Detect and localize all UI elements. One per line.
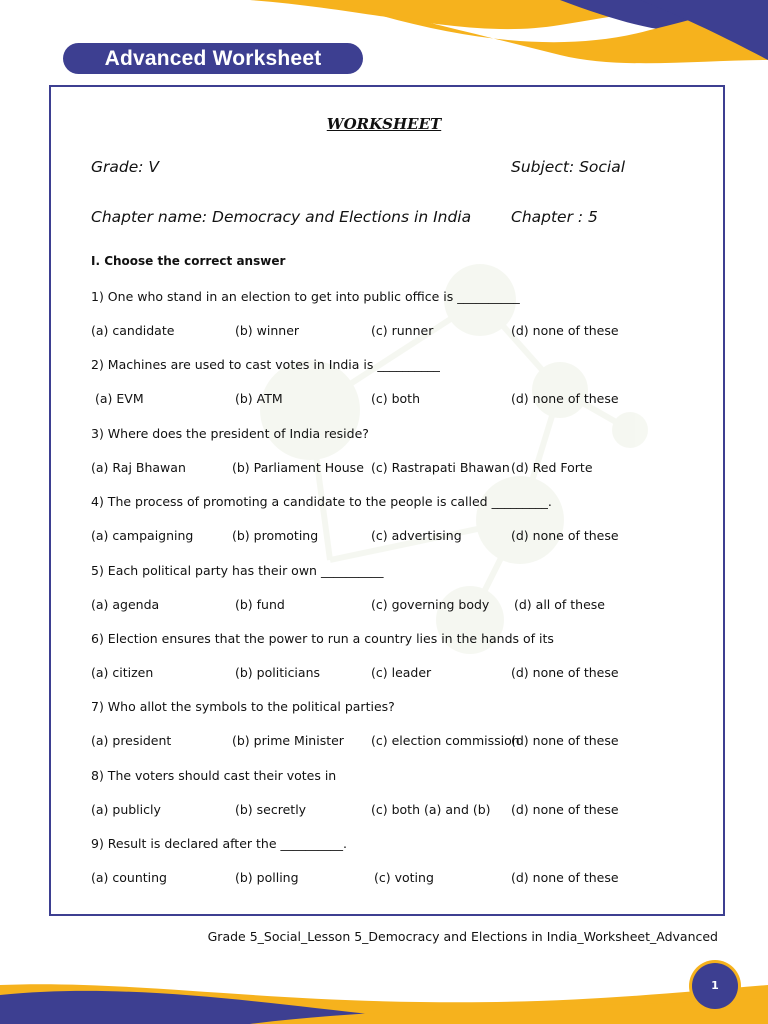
question-8: 8) The voters should cast their votes in bbox=[91, 768, 337, 783]
question-7: 7) Who allot the symbols to the political parties? bbox=[91, 699, 395, 714]
question-5-option-c: (c) governing body bbox=[371, 597, 490, 612]
question-2: 2) Machines are used to cast votes in India is __________ bbox=[91, 357, 440, 372]
question-7-option-c: (c) election commission bbox=[371, 733, 520, 748]
question-5-option-a: (a) agenda bbox=[91, 597, 160, 612]
question-8-option-c: (c) both (a) and (b) bbox=[371, 802, 491, 817]
subject-label: Subject: Social bbox=[511, 158, 626, 176]
question-4: 4) The process of promoting a candidate to the people is called _________. bbox=[91, 494, 552, 509]
page-number-badge: 1 bbox=[692, 963, 738, 1009]
question-1-option-a: (a) candidate bbox=[91, 323, 175, 338]
question-1-option-d: (d) none of these bbox=[511, 323, 619, 338]
question-9-option-b: (b) polling bbox=[235, 870, 299, 885]
question-1-option-c: (c) runner bbox=[371, 323, 434, 338]
question-4-option-c: (c) advertising bbox=[371, 528, 462, 543]
question-6-option-c: (c) leader bbox=[371, 665, 432, 680]
question-1: 1) One who stand in an election to get into public office is __________ bbox=[91, 289, 520, 304]
question-7-option-d: (d) none of these bbox=[511, 733, 619, 748]
question-7-option-b: (b) prime Minister bbox=[232, 733, 344, 748]
question-6: 6) Election ensures that the power to run a country lies in the hands of its bbox=[91, 631, 554, 646]
question-4-option-d: (d) none of these bbox=[511, 528, 619, 543]
question-9-option-a: (a) counting bbox=[91, 870, 167, 885]
question-2-option-a: (a) EVM bbox=[95, 391, 144, 406]
question-8-option-a: (a) publicly bbox=[91, 802, 161, 817]
grade-label: Grade: V bbox=[91, 158, 160, 176]
question-7-option-a: (a) president bbox=[91, 733, 172, 748]
question-9-option-d: (d) none of these bbox=[511, 870, 619, 885]
question-3-option-a: (a) Raj Bhawan bbox=[91, 460, 186, 475]
question-6-option-b: (b) politicians bbox=[235, 665, 321, 680]
question-5-option-b: (b) fund bbox=[235, 597, 285, 612]
question-2-option-c: (c) both bbox=[371, 391, 421, 406]
question-9: 9) Result is declared after the __________. bbox=[91, 836, 347, 851]
question-3: 3) Where does the president of India reside? bbox=[91, 426, 369, 441]
footer-text: Grade 5_Social_Lesson 5_Democracy and Elections in India_Worksheet_Advanced bbox=[207, 929, 718, 944]
question-2-option-d: (d) none of these bbox=[511, 391, 619, 406]
question-8-option-d: (d) none of these bbox=[511, 802, 619, 817]
worksheet-title: WORKSHEET bbox=[326, 115, 442, 133]
question-3-option-c: (c) Rastrapati Bhawan bbox=[371, 460, 510, 475]
question-4-option-a: (a) campaigning bbox=[91, 528, 194, 543]
question-1-option-b: (b) winner bbox=[235, 323, 300, 338]
question-6-option-d: (d) none of these bbox=[511, 665, 619, 680]
section-heading: I. Choose the correct answer bbox=[91, 254, 286, 268]
question-8-option-b: (b) secretly bbox=[235, 802, 307, 817]
question-3-option-b: (b) Parliament House bbox=[232, 460, 364, 475]
question-2-option-b: (b) ATM bbox=[235, 391, 283, 406]
chapter-name-label: Chapter name: Democracy and Elections in India bbox=[91, 208, 472, 226]
question-9-option-c: (c) voting bbox=[374, 870, 434, 885]
question-5-option-d: (d) all of these bbox=[514, 597, 605, 612]
question-5: 5) Each political party has their own __________ bbox=[91, 563, 384, 578]
question-6-option-a: (a) citizen bbox=[91, 665, 154, 680]
question-3-option-d: (d) Red Forte bbox=[511, 460, 593, 475]
question-4-option-b: (b) promoting bbox=[232, 528, 319, 543]
advanced-worksheet-banner: Advanced Worksheet bbox=[63, 43, 363, 74]
chapter-number-label: Chapter : 5 bbox=[511, 208, 598, 226]
